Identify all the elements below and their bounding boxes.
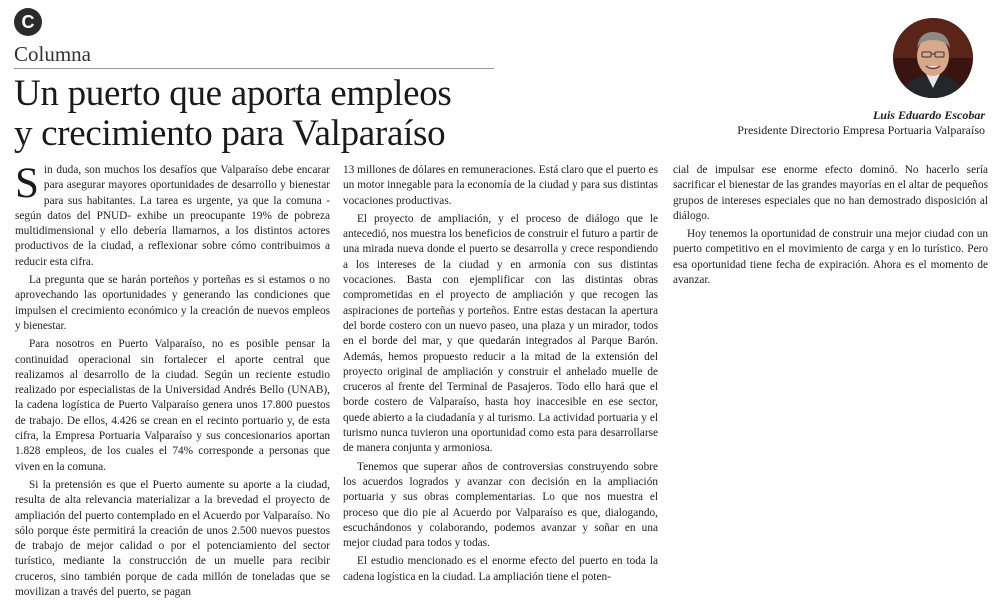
article-column-2	[343, 163, 658, 588]
paragraph: Tenemos que superar años de controversias construyendo sobre los acuerdos logrados y avanzar con decisión en la ampliación portuaria y sus obras complementarias. Lo que nos muestra el proceso que dio pie al Acuerdo por Valparaíso es que, dialogando, escuchándonos y colaborando, podemos avanzar y soñar en una mejor ciudad para todos y todas.	[343, 460, 658, 550]
paragraph-text: in duda, son muchos los desafíos que Valparaíso debe encarar para asegurar mayores oportunidades de desarrollo y bienestar para sus habitantes. La tarea es urgente, ya que la comuna -según datos del PNUD- exhibe un preocupante 19% de pobreza multidimensional y ello debería llamarnos, a los distintos actores productivos de la ciudad, a reflexionar sobre cómo contribuimos a reducir esta cifra.	[15, 164, 330, 268]
paragraph: El estudio mencionado es el enorme efecto del puerto en toda la cadena logística en la ciudad. La ampliación tiene el poten-	[343, 555, 658, 583]
paragraph: cial de impulsar ese enorme efecto dominó. No hacerlo sería sacrificar el bienestar de las grandes mayorías en el altar de pequeños grupos de intereses especiales que no han demostrado disposición al diálogo.	[673, 164, 988, 222]
author-name: Luis Eduardo Escobar	[872, 108, 985, 122]
headline-line-1: Un puerto que aporta empleos	[14, 73, 452, 114]
paragraph: La pregunta que se harán porteños y porteñas es si estamos o no aprovechando las oportunidades y generando las condiciones que impulsen el crecimiento económico y la creación de nuevos empleos y bienestar.	[15, 274, 330, 332]
headline-line-2: y crecimiento para Valparaíso	[14, 113, 446, 154]
section-divider	[14, 68, 494, 69]
paragraph: Hoy tenemos la oportunidad de construir una mejor ciudad con un puerto competitivo en el movimiento de carga y en lo turístico. Pero esa oportunidad tiene fecha de expiración. Ahora es el momento de avanzar.	[673, 228, 988, 287]
article-column-1	[15, 160, 330, 603]
article-headline	[14, 74, 574, 154]
column-badge-icon: C	[14, 8, 42, 36]
article-column-3	[673, 163, 988, 291]
drop-cap: S	[15, 160, 39, 207]
paragraph: 13 millones de dólares en remuneraciones. Está claro que el puerto es un motor innegable para la economía de la ciudad y para sus distintas vocaciones productivas.	[343, 164, 658, 207]
author-role: Presidente Directorio Empresa Portuaria Valparaíso	[737, 123, 985, 137]
paragraph: El proyecto de ampliación, y el proceso de diálogo que le antecedió, nos muestra los beneficios de construir el futuro a partir de una mirada nueva donde el puerto se desarrolla y crece respondiendo a los intereses de la ciudad y en armonía con sus distintas vocaciones. Basta con ejemplificar con las distintas obras comprometidas en el proyecto de ampliación y que recogen las aspiraciones de porteñas y porteños. Entre estas destacan la apertura del borde costero con un nuevo paseo, una plaza y un mirador, todos en el borde del mar, y que quedarán integrados al Parque Barón. Además, hemos propuesto reducir a la mitad de la extensión del proyecto original de ampliación y construir el anhelado muelle de cruceros al frente del Terminal de Pasajeros. Todo ello hará que el borde costero de Valparaíso, hasta hoy inaccesible en ese sector, quede abierto a la ciudadanía y al turismo. La actividad portuaria y el turismo nunca tuvieron una oportunidad como esta para desarrollarse de manera conjunta y armoniosa.	[343, 212, 658, 455]
section-label: Columna	[14, 42, 91, 66]
paragraph	[15, 160, 330, 270]
paragraph: Para nosotros en Puerto Valparaíso, no es posible pensar la continuidad operacional sin fortalecer el aporte central que realizamos al desarrollo de la ciudad. Según un reciente estudio realizado por especialistas de la Universidad Andrés Bello (UNAB), la cadena logística de Puerto Valparaíso genera unos 17.800 puestos de trabajo. De ellos, 4.426 se crean en el recinto portuario y, de esta cifra, la Empresa Portuaria Valparaíso y sus concesionarios aportan 1.828 empleos, de los cuales el 74% corresponde a personas que viven en la comuna.	[15, 338, 330, 473]
author-portrait-image	[893, 18, 973, 98]
paragraph: Si la pretensión es que el Puerto aumente su aporte a la ciudad, resulta de alta relevancia materializar a la brevedad el proyecto de ampliación del puerto contemplado en el Acuerdo por Valparaíso. No sólo porque éste permitirá la creación de unos 2.500 nuevos puestos de trabajo de mejor calidad o por el potenciamiento del sector turístico, mediante la construcción de un muelle para recibir cruceros, sino también porque de cada millón de toneladas que se movilizan a través del puerto, se pagan	[15, 478, 330, 599]
